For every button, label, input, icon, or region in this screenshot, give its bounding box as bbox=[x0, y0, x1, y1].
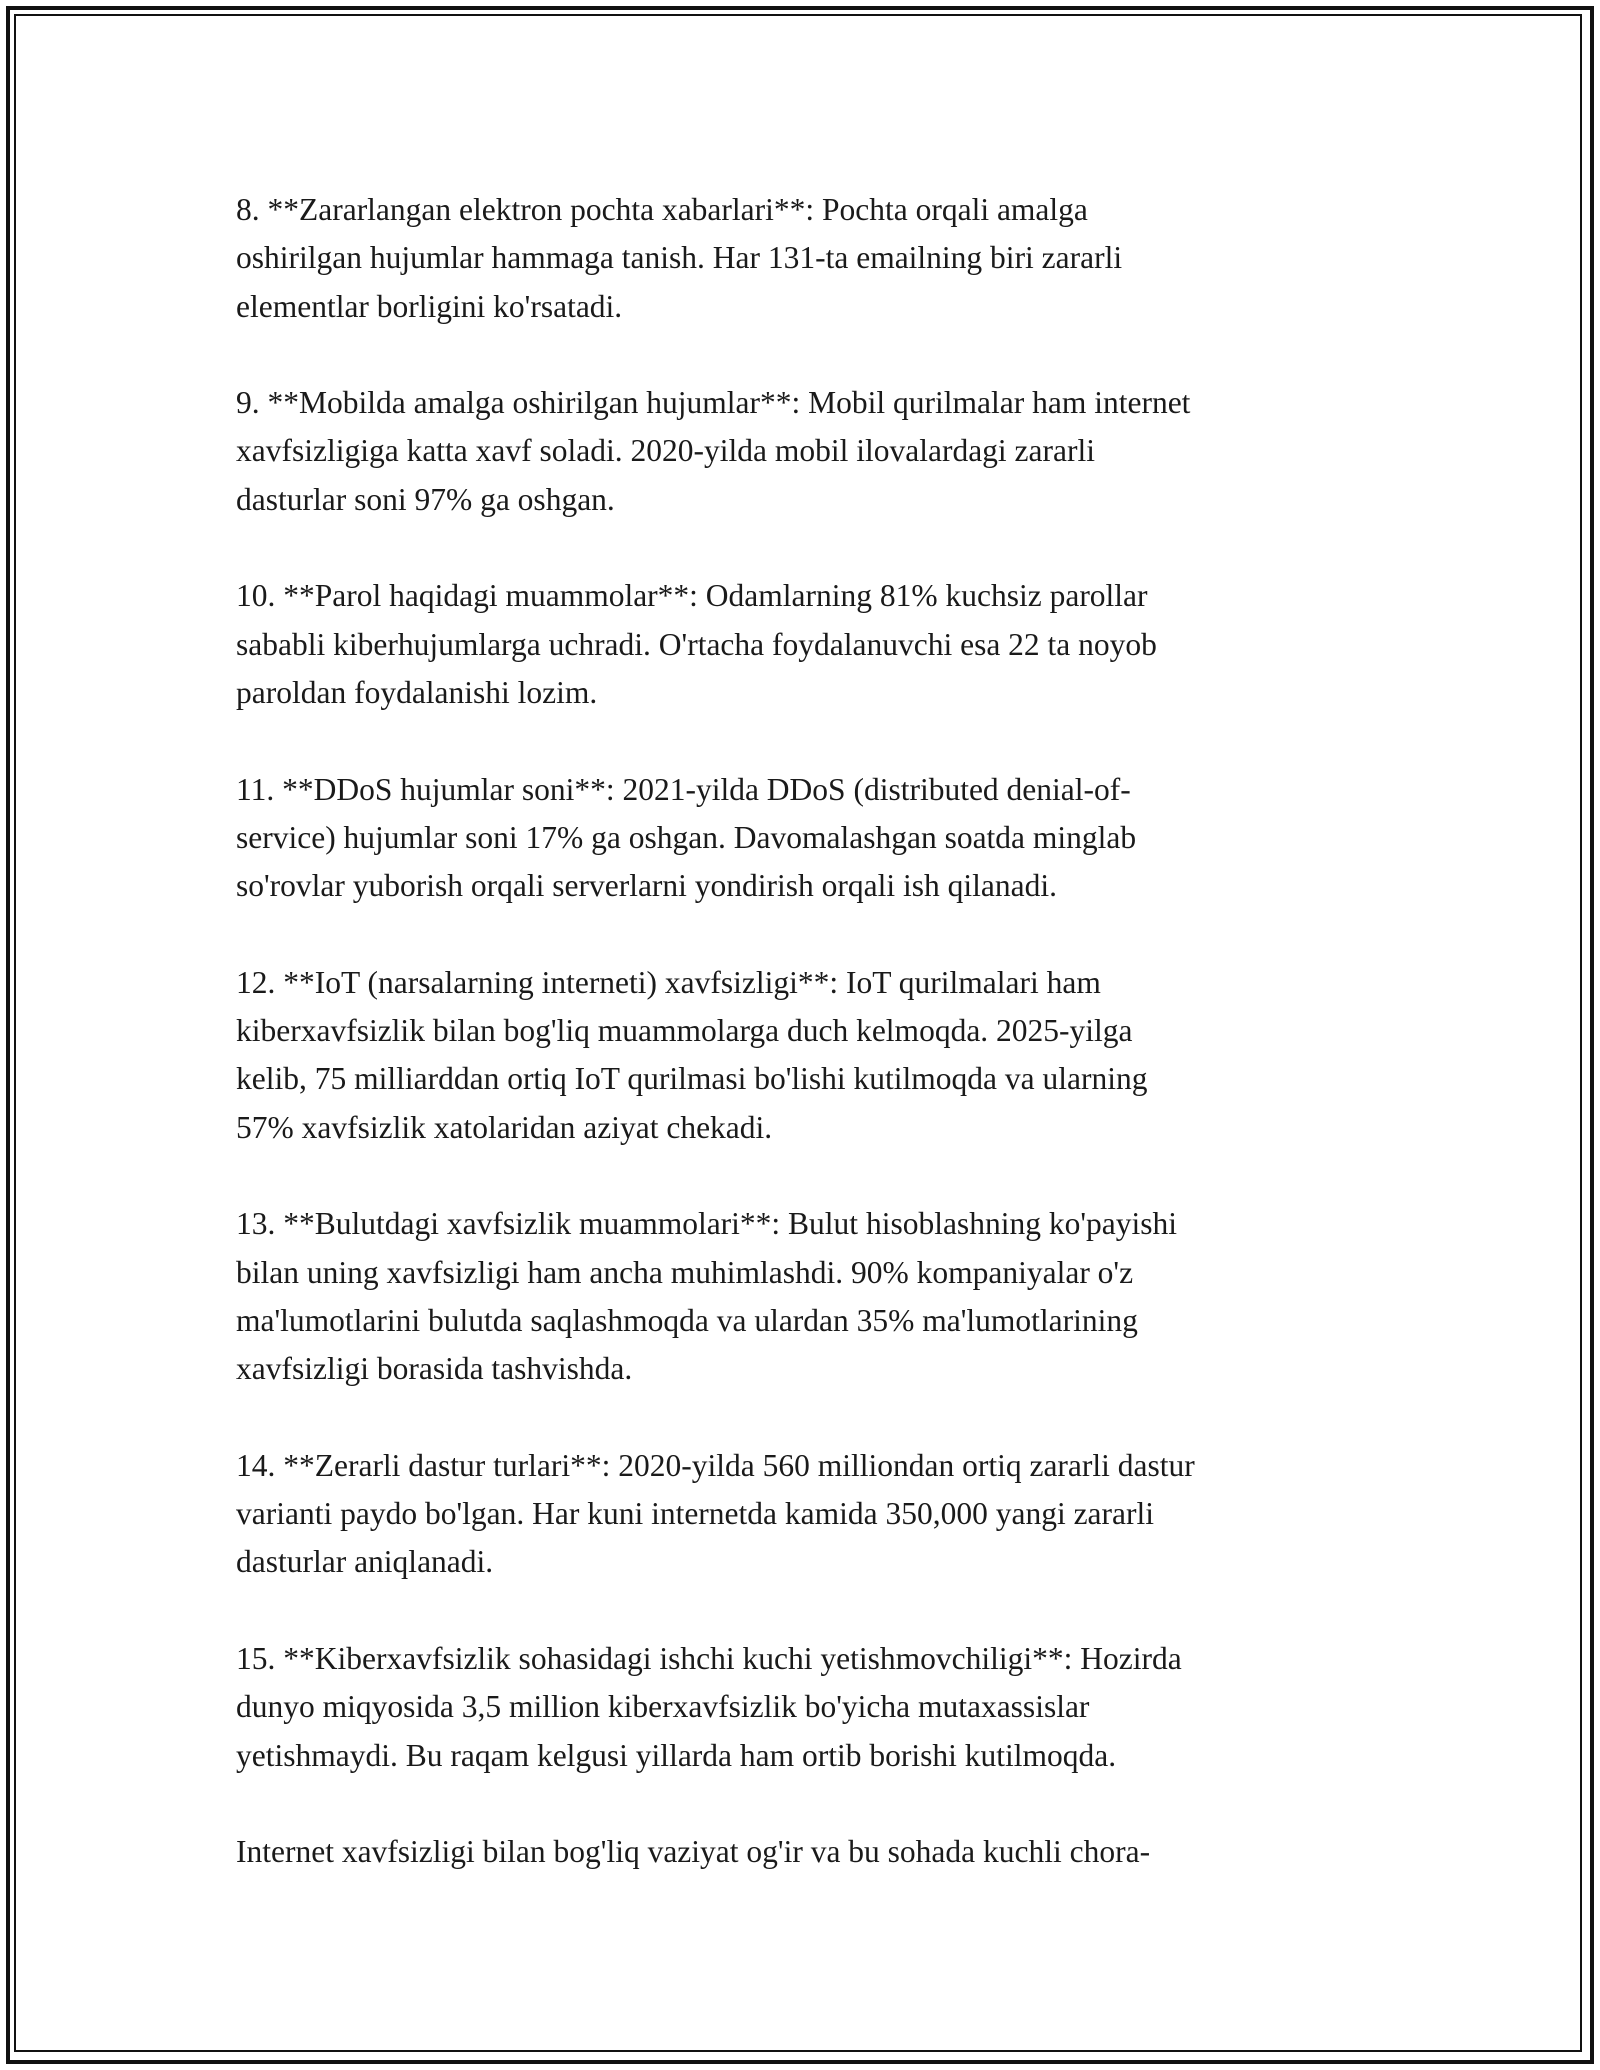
paragraph-spacer bbox=[236, 910, 1366, 958]
paragraph-spacer bbox=[236, 1152, 1366, 1200]
paragraph-spacer bbox=[236, 331, 1366, 379]
paragraph-item-15: 15. **Kiberxavfsizlik sohasidagi ishchi kuchi yetishmovchiligi**: Hozirda dunyo miqyosida 3,5 million kiberxavfsizlik bo'yicha mutaxassislar yetishmaydi. Bu raqam kelgusi yillarda ham ortib borishi kutilmoqda. bbox=[236, 1640, 1182, 1773]
paragraph-item-10: 10. **Parol haqidagi muammolar**: Odamlarning 81% kuchsiz parollar sababli kiberhujumlarga uchradi. O'rtacha foydalanuvchi esa 22 ta noyob paroldan foydalanishi lozim. bbox=[236, 578, 1157, 710]
paragraph-spacer bbox=[236, 1587, 1366, 1635]
paragraph-spacer bbox=[236, 1780, 1366, 1828]
paragraph-spacer bbox=[236, 524, 1366, 572]
paragraph-item-12: 12. **IoT (narsalarning interneti) xavfsizligi**: IoT qurilmalari ham kiberxavfsizlik bilan bog'liq muammolarga duch kelmoqda. 2025-yilga kelib, 75 milliarddan ortiq IoT qurilmasi bo'lishi kutilmoqda va ularning 57% xavfsizlik xatolaridan aziyat chekadi. bbox=[236, 964, 1148, 1145]
paragraph-item-14: 14. **Zerarli dastur turlari**: 2020-yilda 560 milliondan ortiq zararli dastur varianti paydo bo'lgan. Har kuni internetda kamida 350,000 yangi zararli dasturlar aniqlanadi. bbox=[236, 1447, 1195, 1580]
paragraph-spacer bbox=[236, 1393, 1366, 1441]
paragraph-item-13: 13. **Bulutdagi xavfsizlik muammolari**: Bulut hisoblashning ko'payishi bilan uning xavfsizligi ham ancha muhimlashdi. 90% kompaniyalar o'z ma'lumotlarini bulutda saqlashmoqda va ulardan 35% ma'lumotlarining xavfsizligi borasida tashvishda. bbox=[236, 1206, 1177, 1387]
paragraph-item-9: 9. **Mobilda amalga oshirilgan hujumlar**: Mobil qurilmalar ham internet xavfsizligiga katta xavf soladi. 2020-yilda mobil ilovalardagi zararli dasturlar soni 97% ga oshgan. bbox=[236, 385, 1191, 517]
document-body bbox=[236, 186, 1366, 1876]
paragraph-spacer bbox=[236, 717, 1366, 765]
paragraph-conclusion: Internet xavfsizligi bilan bog'liq vaziyat og'ir va bu sohada kuchli chora- bbox=[236, 1834, 1151, 1870]
paragraph-item-11: 11. **DDoS hujumlar soni**: 2021-yilda DDoS (distributed denial-of- service) hujumlar soni 17% ga oshgan. Davomalashgan soatda minglab so'rovlar yuborish orqali serverlarni yondirish orqali ish qilanadi. bbox=[236, 771, 1137, 904]
paragraph-item-8: 8. **Zararlangan elektron pochta xabarlari**: Pochta orqali amalga oshirilgan hujumlar hammaga tanish. Har 131-ta emailning biri zararli elementlar borligini ko'rsatadi. bbox=[236, 192, 1123, 324]
